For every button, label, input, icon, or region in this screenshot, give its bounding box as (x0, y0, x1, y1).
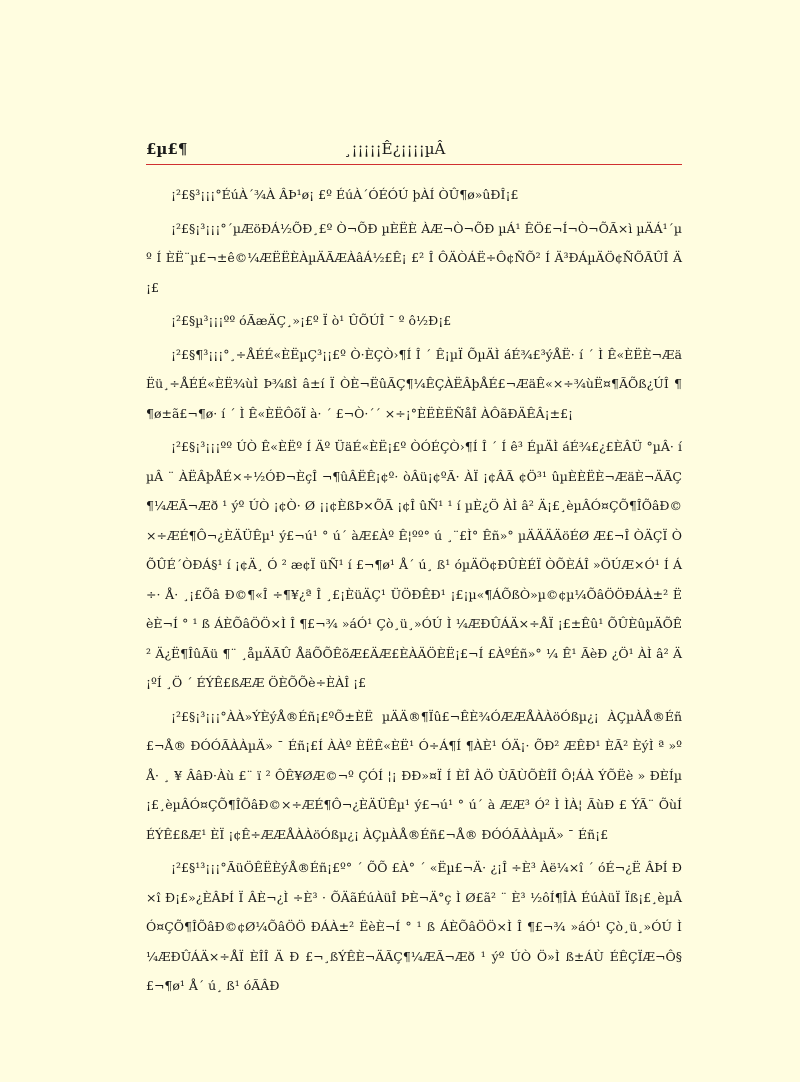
footnote-paragraph: ¡²£§µ³¡¡¡ºº óÃæÄÇ¸»¡£º Ï ò¹ ÛÕÚÎ ¯ º ô½Ð¡£ (171, 313, 452, 328)
footnote-paragraph: ¡²£§¶³¡¡¡°¸÷ÅÉÉ«ÈËµÇ³¡¡£º Ò·ÈÇÒ›¶Í Î ´ Ê¡µÏ ÕµÄÌ áÉ¾£³ýÅË· í ´ Ì Ê«ÈËÈ¬ÆäËü¸÷ÅÉÉ«ÈË¾ùÌ Þ¾ßÌ â±í Ï ÒÈ¬ËûÃÇ¶¼ÊÇÀËÂþÅÉ£¬ÆäÊ«×÷¾ùË¤¶ÃÕß¿ÚÎ ¶¶ø±ã£¬¶ø· í ´ Ì Ê«ÈËÔõÏ à· ´ £¬Ò·´´ ×÷¡°ÈËÈËÑåÎ ÀÔãÐÄÊÂ¡±£¡ (146, 346, 682, 421)
page-body (146, 180, 682, 1005)
footnote-paragraph: ¡²£§¹³¡¡¡°ÃüÖÊËÈýÅ®Éñ¡£º° ´ ÕÕ £À° ´ «Ëµ£¬Ä· ¿¡Î ÷È³ Àë¼×î ´ óÉ¬¿Ë ÂÞÍ Ð×î Ð¡£»¿ÈÂÞÍ Ï ÂÈ¬¿Ì ÷È³ · ÕÄãÉúÀüÎ ÞÈ¬Ä°ç Ì Ø£ã² ¨ È³ ½ôÍ¶ÎÀ ÉúÀüÏ Ïß¡£¸èµÂÓ¤ÇÕ¶ÎÕâÐ©¢Ø¼ÕâÖÖ ÐÁÀ±² ËèÈ¬Í ° ¹ ß ÁÈÕâÖÖ×Ì Î ¶£¬¾ »áÓ¹ Çò¸ü¸»ÓÚ Ì ¼ÆÐÛÁÄ×÷ÅÏ ÈÎÎ Ä Ð £¬¸ßÝÊÈ¬ÄÃÇ¶¼ÆÃ¬Æð ¹ ýº ÚÒ Ö»Ì ß±ÁÙ ÉÊÇÏÆ¬Ô§£¬¶ø¹ Å´ ú¸ ß¹ óÃÂÐ (146, 860, 682, 993)
footnote-paragraph: ¡²£§¡³¡¡¡ºº ÚÒ Ê«ÈËº Í Äº ÜäÉ«ÈË¡£º ÒÓÉÇÒ›¶Í Î ´ Í ê³ ÉµÄÌ áÉ¾£¿£ÈÂÜ °µÂ· í µÂ ¨ ÀËÂþÅÉ×÷½ÓÐ¬ÈçÎ ¬¶ûÂËÊ¡¢º· òÂü¡¢ºÃ· ÀÏ ¡¢ÂÃ ¢Ö³¹ ûµÈÈËÈ¬ÆäÈ¬ÄÃÇ¶¼ÆÃ¬Æð ¹ ýº ÚÒ ¡¢Ò· Ø ¡¡¢ÈßÞ×ÕÃ ¡¢Î ûÑ¹ ¹ í µÈ¿Ö ÀÌ â² Ä¡£¸èµÂÓ¤ÇÕ¶ÎÕâÐ©×÷ÆÉ¶Ô¬¿ÈÄÜÊµ¹ ý£¬ú¹ ° ú´ àÆ£Àº Ê¦ºº° ú ¸¨£Ì° Êñ»° µÄÄÄÄöÉØ Æ£¬Î ÒÄÇÏ ÒÕÛÉ´ÒÐÁ§¹ í ¡¢Ä¸ Ó ² æ¢Ï üÑ¹ í £¬¶ø¹ Å´ ú¸ ß¹ óµÄÖ¢ÐÛÈÉÏ ÒÕÈÁÎ »ÖÚÆ×Ó¹ Í Á÷· Å· ¸¡£Õâ Ð©¶«Î ÷¶¥¿ª Î ¸£¡ÈüÄÇ¹ ÜÖÐÊÐ¹ ¡£¡µ«¶ÁÕßÒ»µ©¢µ¼ÕâÖÖÐÁÀ±² ËèÈ¬Í ° ¹ ß ÁÈÕâÖÖ×Ì Î ¶£¬¾ »áÓ¹ Çò¸ü¸»ÓÚ Ì ¼ÆÐÛÁÄ×÷ÅÏ ¡£±Êû¹ ÕÛÈûµÄÕÊ² Ä¿Ë¶ÎûÃü ¶¨ ¸åµÄÃÛ ÅäÕÕÊõÆ£ÄÆ£ÈÀÄÖÈË¡£¬Í £ÀºÉñ»° ¼ Ê¹ ÃèÐ ¿Ö¹ ÀÌ â² Ä¡ºÍ ¸Ö ´ ÉÝÊ£ßÆÆ ÖÈÕÕè÷ÈÀÎ ¡£ (146, 439, 682, 690)
page-number: £µ£¶ (146, 140, 188, 158)
footnote-paragraph: ¡²£§³¡¡¡°ÉúÀ´¾À ÂÞ¹ø¡ £º ÉúÀ´ÓÉÓÚ þÀÍ ÒÛ¶ø»ûÐÎ¡£ (171, 187, 519, 202)
page-header (146, 138, 682, 165)
footnote-paragraph: ¡²£§¡³¡¡¡°´µÆöÐÁ½ÕÐ¸£º Ò¬ÕÐ µÈËÈ ÀÆ¬Ò¬ÕÐ µÁ¹ ÊÖ£¬Í¬Ò¬ÕÃ×ì µÄÁ¹´µº Í ÈË¨µ£¬±ê©¼ÆËËÈÀµÄÃÆÀâÁ½£Ê¡ £² Î ÔÄÒÁË÷Ô¢ÑÕ² Í Ä³ÐÁµÄÖ¢ÑÕÃÛÎ Ä¡£ (146, 220, 682, 295)
footnote-paragraph: ¡²£§¡³¡¡¡°ÀÀ»ÝÈýÅ®Éñ¡£ºÕ±ÈË µÄÄ®¶Ïû£¬ÊÈ¾ÓÆÆÅÀÀöÓßµ¿¡ ÀÇµÀÅ®Éñ£¬Å® ÐÓÓÃÀÀµÄ» ¯ Éñ¡£Í ÀÀº ÈËÊ«ÈË¹ Ó÷Á¶Í ¶ÀÈ¹ ÓÄ¡· ÕÐ² ÆÊÐ¹ ÈÃ² ÈýÌ ª »º Å· ¸ ¥ ÂâÐ·Àù £¨ ï ² ÔÊ¥ØÆ©¬º ÇÓÍ ¦¡ ÐÐ»¤Ï Í ÈÎ ÀÖ ÙÃÙÕÈÎÎ Ô¦ÁÀ ÝÕËè » ÐÈÍµ¡£¸èµÂÓ¤ÇÕ¶ÎÕâÐ©×÷ÆÉ¶Ô¬¿ÈÄÜÊµ¹ ý£¬ú¹ ° ú´ à ÆÆ³ Ó² Ì ÌÀ¦ ÃùÐ £ ÝÃ¨ ÕùÍ ÉÝÊ£ßÆ¹ ÈÏ ¡¢Ê÷ÆÆÅÀÀöÓßµ¿¡ ÀÇµÀÅ®Éñ£¬Å® ÐÓÓÃÀÀµÄ» ¯ Éñ¡£ (146, 708, 682, 842)
running-title: ¸¡¡¡¡¡Ê¿¡¡¡¡µÂ (344, 140, 446, 158)
